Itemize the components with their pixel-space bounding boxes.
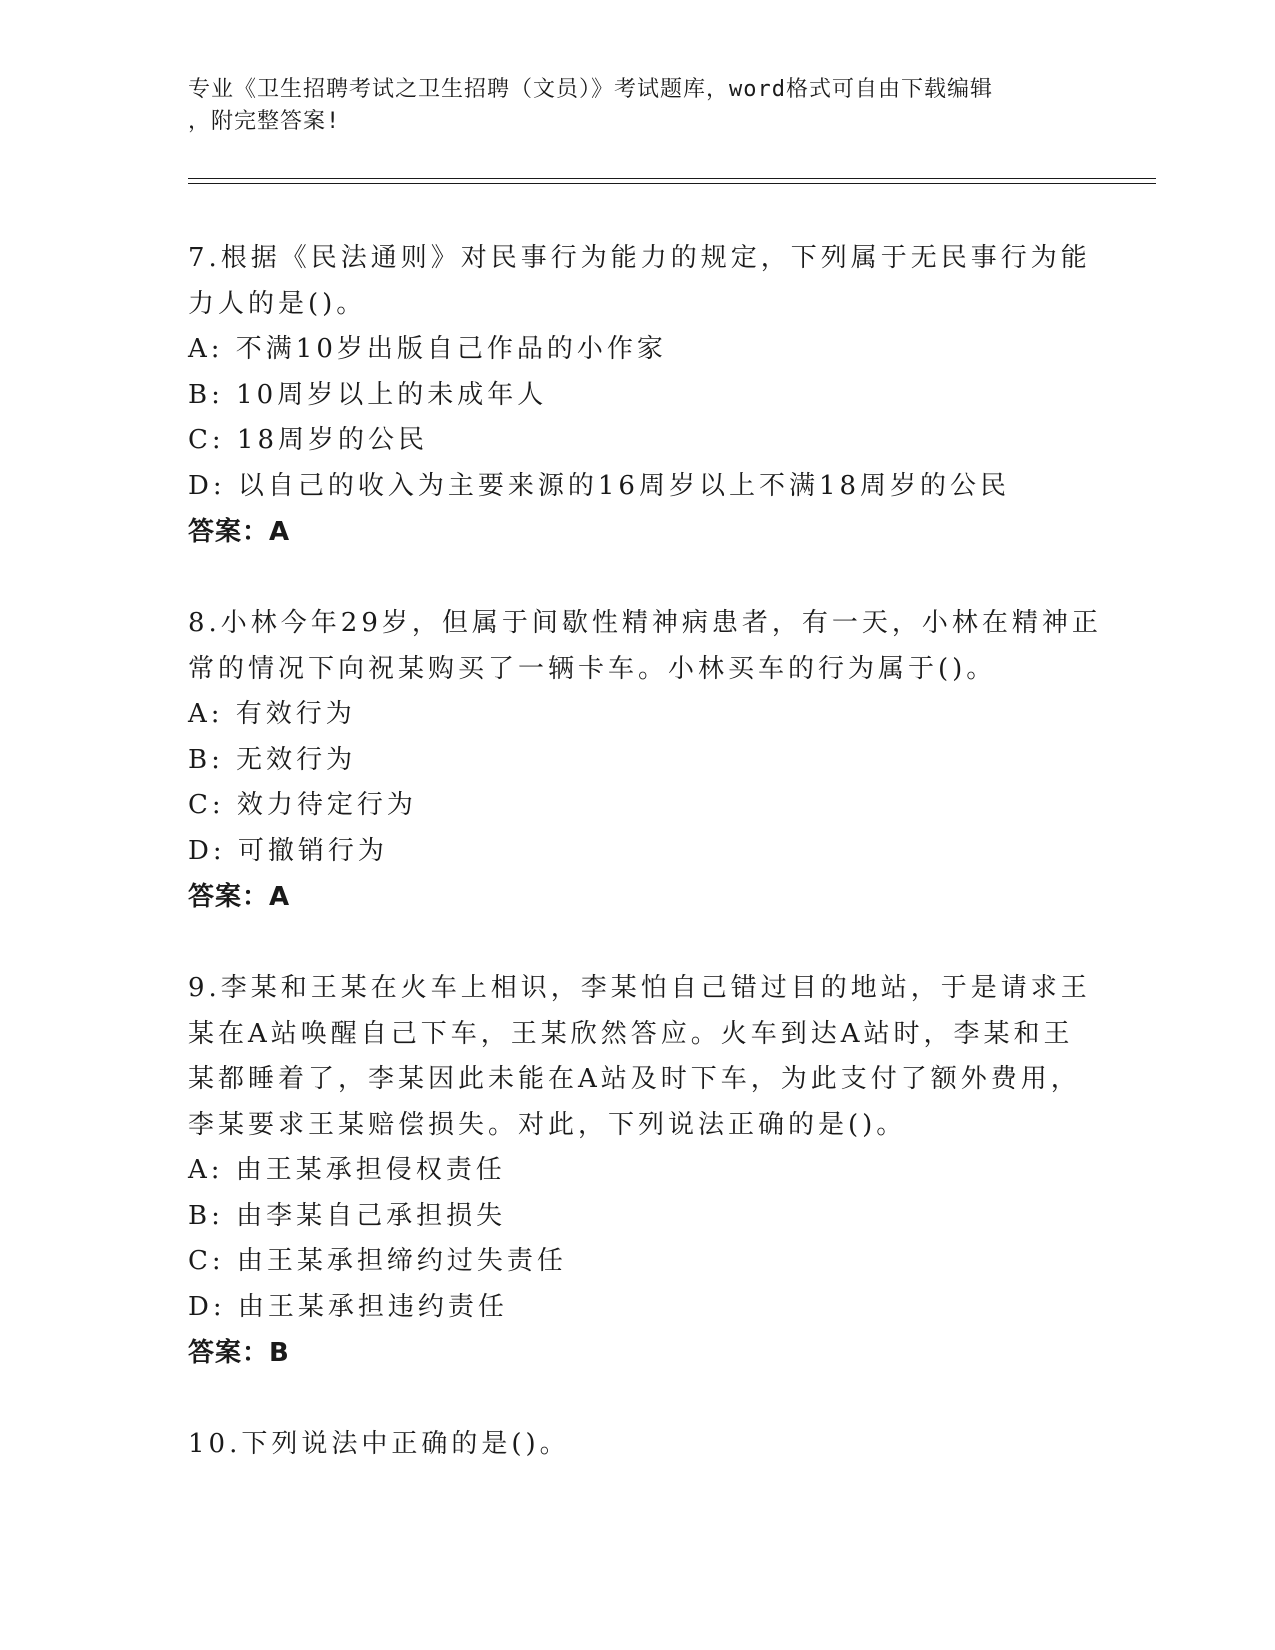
document-header xyxy=(188,74,1068,138)
option-b: B: 无效行为 xyxy=(188,744,357,775)
question-9 xyxy=(188,966,1091,1376)
option-b: B: 10周岁以上的未成年人 xyxy=(188,379,548,410)
option-a: A: 不满10岁出版自己作品的小作家 xyxy=(188,334,667,364)
option-d: D: 以自己的收入为主要来源的16周岁以上不满18周岁的公民 xyxy=(188,470,1011,501)
question-8 xyxy=(188,601,1102,920)
question-stem-line: 9.李某和王某在火车上相识，李某怕自己错过目的地站，于是请求王 xyxy=(188,973,1091,1003)
answer-label: 答案：A xyxy=(188,882,291,912)
question-stem-line: 7.根据《民法通则》对民事行为能力的规定，下列属于无民事行为能 xyxy=(188,243,1091,273)
option-d: D: 可撤销行为 xyxy=(188,835,388,866)
header-line-2: ，附完整答案! xyxy=(188,109,341,134)
question-stem-line: 某在A站唤醒自己下车，王某欣然答应。火车到达A站时，李某和王 xyxy=(188,1018,1074,1049)
option-d: D: 由王某承担违约责任 xyxy=(188,1291,508,1322)
question-stem-line: 李某要求王某赔偿损失。对此，下列说法正确的是()。 xyxy=(188,1109,907,1140)
answer-label: 答案：B xyxy=(188,1338,290,1368)
question-stem-line: 常的情况下向祝某购买了一辆卡车。小林买车的行为属于()。 xyxy=(188,653,997,684)
question-stem-line: 力人的是()。 xyxy=(188,288,367,319)
question-7 xyxy=(188,236,1091,555)
header-divider-bottom xyxy=(188,183,1156,184)
option-a: A: 有效行为 xyxy=(188,699,356,729)
option-c: C: 效力待定行为 xyxy=(188,790,417,820)
header-line-1: 专业《卫生招聘考试之卫生招聘（文员）》考试题库，word格式可自由下载编辑 xyxy=(188,77,993,102)
header-divider-top xyxy=(188,178,1156,179)
question-stem-line: 10.下列说法中正确的是()。 xyxy=(188,1429,570,1459)
option-b: B: 由李某自己承担损失 xyxy=(188,1200,507,1231)
question-list xyxy=(188,236,1102,1514)
question-stem-line: 8.小林今年29岁，但属于间歇性精神病患者，有一天，小林在精神正 xyxy=(188,608,1102,638)
option-c: C: 由王某承担缔约过失责任 xyxy=(188,1246,567,1276)
option-c: C: 18周岁的公民 xyxy=(188,425,429,455)
question-10 xyxy=(188,1422,1088,1468)
answer-label: 答案：A xyxy=(188,517,291,547)
option-a: A: 由王某承担侵权责任 xyxy=(188,1155,506,1185)
question-stem-line: 某都睡着了，李某因此未能在A站及时下车，为此支付了额外费用， xyxy=(188,1064,1081,1094)
